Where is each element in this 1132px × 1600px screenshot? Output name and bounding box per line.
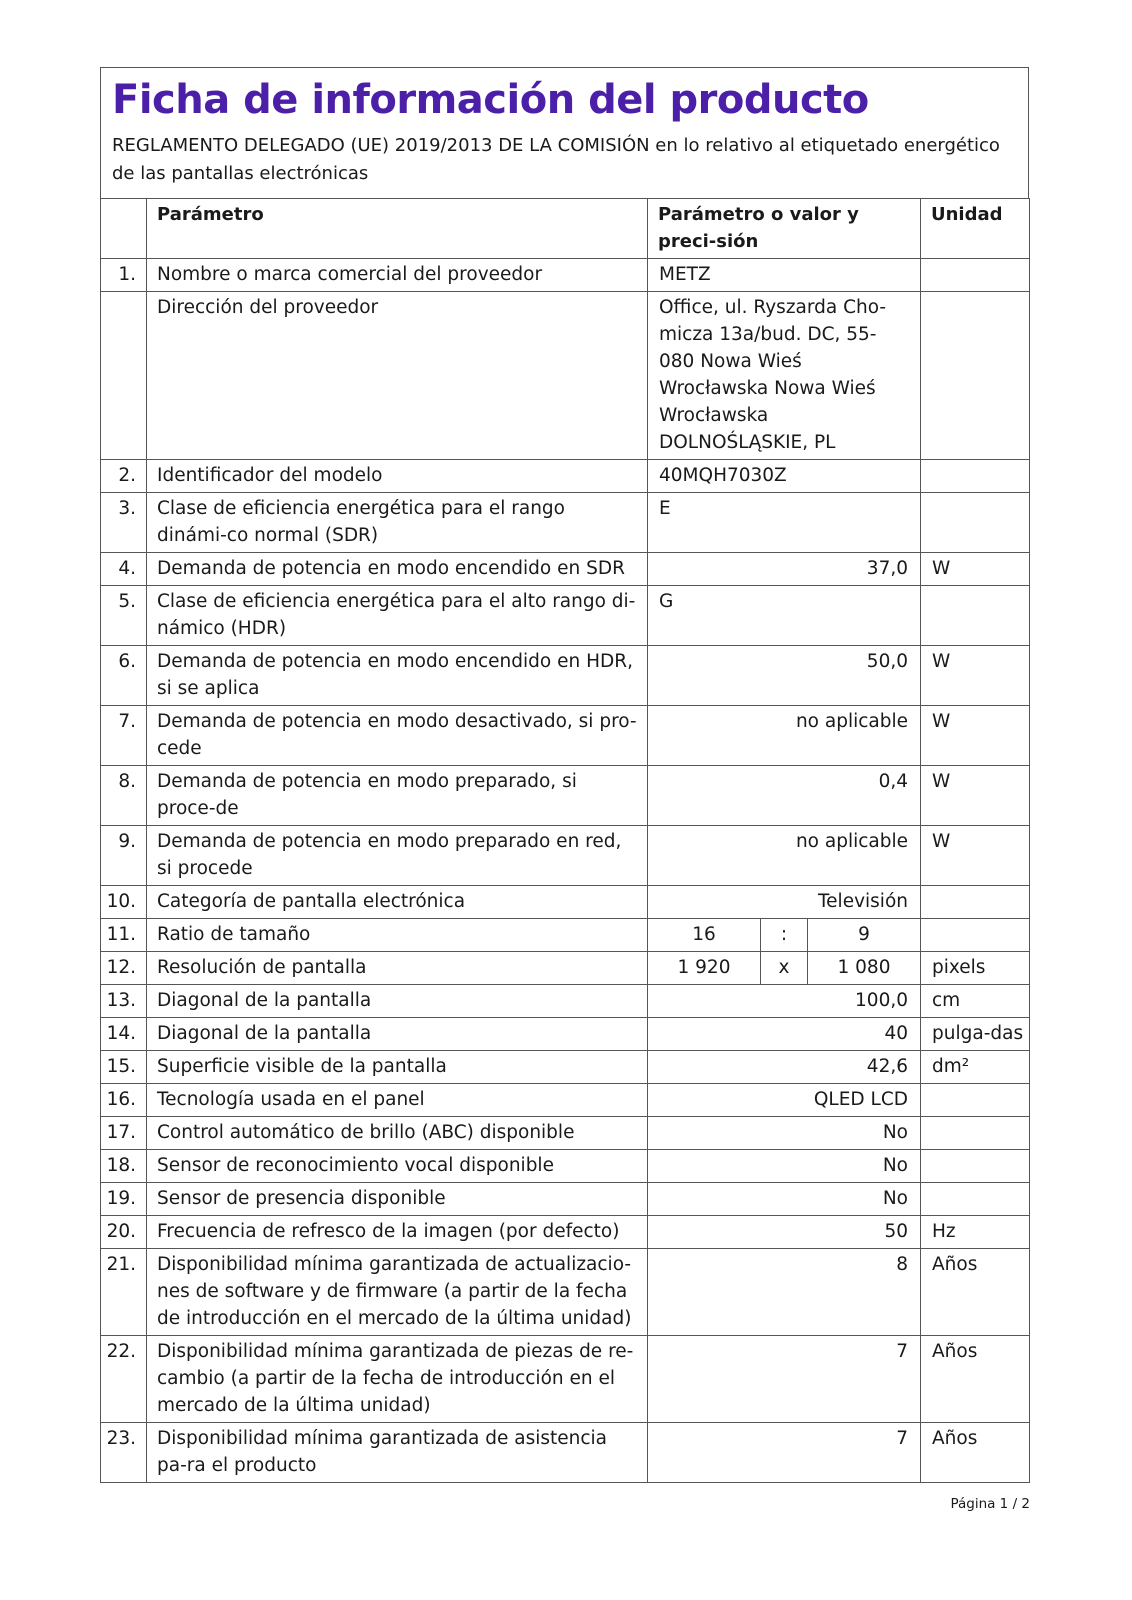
row-value: 50 <box>648 1216 921 1249</box>
row-parameter: Frecuencia de refresco de la imagen (por defecto) <box>147 1216 648 1249</box>
row-value-separator: : <box>761 919 808 952</box>
table-row <box>101 706 1030 766</box>
row-value: Televisión <box>648 886 921 919</box>
row-unit: Años <box>921 1423 1030 1483</box>
row-parameter: Disponibilidad mínima garantizada de actualizacio-nes de software y de firmware (a partir de la fecha de introducción en el mercado de la última unidad) <box>147 1249 648 1336</box>
row-parameter: Demanda de potencia en modo preparado, si proce-de <box>147 766 648 826</box>
row-parameter: Ratio de tamaño <box>147 919 648 952</box>
row-number <box>101 292 147 460</box>
header-value: Parámetro o valor y preci-sión <box>648 199 921 259</box>
header-parameter: Parámetro <box>147 199 648 259</box>
row-value: E <box>648 493 921 553</box>
table-row <box>101 886 1030 919</box>
table-row <box>101 493 1030 553</box>
row-unit: pixels <box>921 952 1030 985</box>
table-row <box>101 1336 1030 1423</box>
row-number: 1. <box>101 259 147 292</box>
table-body <box>101 259 1030 1483</box>
row-number: 11. <box>101 919 147 952</box>
row-parameter: Disponibilidad mínima garantizada de asistencia pa-ra el producto <box>147 1423 648 1483</box>
row-unit: W <box>921 706 1030 766</box>
sheet-header <box>100 67 1029 198</box>
row-number: 20. <box>101 1216 147 1249</box>
row-unit: Hz <box>921 1216 1030 1249</box>
row-number: 8. <box>101 766 147 826</box>
row-number: 6. <box>101 646 147 706</box>
row-number: 19. <box>101 1183 147 1216</box>
row-parameter: Superficie visible de la pantalla <box>147 1051 648 1084</box>
row-parameter: Demanda de potencia en modo desactivado, si pro-cede <box>147 706 648 766</box>
row-parameter: Tecnología usada en el panel <box>147 1084 648 1117</box>
table-row <box>101 952 1030 985</box>
row-parameter: Resolución de pantalla <box>147 952 648 985</box>
row-value: 8 <box>648 1249 921 1336</box>
table-row <box>101 826 1030 886</box>
row-unit <box>921 493 1030 553</box>
table-row <box>101 460 1030 493</box>
row-value: Office, ul. Ryszarda Cho-micza 13a/bud. DC, 55-080 Nowa Wieś Wrocławska Nowa Wieś Wrocławska DOLNOŚLĄSKIE, PL <box>648 292 921 460</box>
row-number: 9. <box>101 826 147 886</box>
row-parameter: Diagonal de la pantalla <box>147 985 648 1018</box>
row-value: no aplicable <box>648 826 921 886</box>
row-value: 37,0 <box>648 553 921 586</box>
row-number: 23. <box>101 1423 147 1483</box>
row-value: METZ <box>648 259 921 292</box>
table-row <box>101 919 1030 952</box>
row-number: 17. <box>101 1117 147 1150</box>
row-value: 7 <box>648 1336 921 1423</box>
row-unit <box>921 586 1030 646</box>
row-number: 16. <box>101 1084 147 1117</box>
table-row <box>101 1051 1030 1084</box>
row-value: QLED LCD <box>648 1084 921 1117</box>
header-number <box>101 199 147 259</box>
row-number: 5. <box>101 586 147 646</box>
row-unit <box>921 886 1030 919</box>
row-unit <box>921 1117 1030 1150</box>
row-number: 3. <box>101 493 147 553</box>
row-value: 100,0 <box>648 985 921 1018</box>
row-number: 12. <box>101 952 147 985</box>
row-parameter: Nombre o marca comercial del proveedor <box>147 259 648 292</box>
row-unit <box>921 292 1030 460</box>
row-parameter: Diagonal de la pantalla <box>147 1018 648 1051</box>
row-unit <box>921 259 1030 292</box>
row-parameter: Sensor de presencia disponible <box>147 1183 648 1216</box>
row-value-b: 9 <box>808 919 921 952</box>
row-unit: Años <box>921 1249 1030 1336</box>
row-unit: cm <box>921 985 1030 1018</box>
row-unit: W <box>921 766 1030 826</box>
table-row <box>101 1150 1030 1183</box>
row-parameter: Demanda de potencia en modo preparado en red, si procede <box>147 826 648 886</box>
table-row <box>101 1084 1030 1117</box>
row-parameter: Sensor de reconocimiento vocal disponible <box>147 1150 648 1183</box>
row-number: 15. <box>101 1051 147 1084</box>
row-unit <box>921 919 1030 952</box>
row-number: 22. <box>101 1336 147 1423</box>
row-number: 14. <box>101 1018 147 1051</box>
table-row <box>101 985 1030 1018</box>
table-row <box>101 646 1030 706</box>
row-unit <box>921 460 1030 493</box>
row-parameter: Demanda de potencia en modo encendido en HDR, si se aplica <box>147 646 648 706</box>
table-row <box>101 1018 1030 1051</box>
table-header-row <box>101 199 1030 259</box>
row-parameter: Disponibilidad mínima garantizada de piezas de re-cambio (a partir de la fecha de introducción en el mercado de la última unidad) <box>147 1336 648 1423</box>
row-value-b: 1 080 <box>808 952 921 985</box>
row-parameter: Clase de eficiencia energética para el alto rango di-námico (HDR) <box>147 586 648 646</box>
table-row <box>101 1117 1030 1150</box>
row-number: 2. <box>101 460 147 493</box>
row-number: 21. <box>101 1249 147 1336</box>
row-value: G <box>648 586 921 646</box>
row-value: 50,0 <box>648 646 921 706</box>
row-value-separator: x <box>761 952 808 985</box>
row-value: 40MQH7030Z <box>648 460 921 493</box>
row-parameter: Control automático de brillo (ABC) disponible <box>147 1117 648 1150</box>
product-info-table <box>100 198 1030 1483</box>
row-value: 0,4 <box>648 766 921 826</box>
row-parameter: Categoría de pantalla electrónica <box>147 886 648 919</box>
row-parameter: Dirección del proveedor <box>147 292 648 460</box>
row-value: No <box>648 1183 921 1216</box>
row-parameter: Identificador del modelo <box>147 460 648 493</box>
row-unit: dm² <box>921 1051 1030 1084</box>
row-value: No <box>648 1117 921 1150</box>
row-value-a: 1 920 <box>648 952 761 985</box>
header-unit: Unidad <box>921 199 1030 259</box>
row-unit: W <box>921 553 1030 586</box>
page-number: Página 1 / 2 <box>950 1496 1030 1512</box>
table-row <box>101 766 1030 826</box>
table-row <box>101 553 1030 586</box>
table-row <box>101 1183 1030 1216</box>
row-unit: pulga-das <box>921 1018 1030 1051</box>
row-value: no aplicable <box>648 706 921 766</box>
row-value: 40 <box>648 1018 921 1051</box>
page-title: Ficha de información del producto <box>112 77 869 123</box>
row-value-a: 16 <box>648 919 761 952</box>
row-unit: W <box>921 826 1030 886</box>
regulation-subtitle: REGLAMENTO DELEGADO (UE) 2019/2013 DE LA COMISIÓN en lo relativo al etiquetado energético de las pantallas electrónicas <box>112 135 1000 184</box>
row-value: No <box>648 1150 921 1183</box>
product-info-sheet <box>100 67 1029 1483</box>
table-row <box>101 1216 1030 1249</box>
row-number: 10. <box>101 886 147 919</box>
row-unit <box>921 1150 1030 1183</box>
row-number: 13. <box>101 985 147 1018</box>
table-row <box>101 259 1030 292</box>
row-unit <box>921 1183 1030 1216</box>
row-number: 18. <box>101 1150 147 1183</box>
row-number: 7. <box>101 706 147 766</box>
row-value: 7 <box>648 1423 921 1483</box>
row-parameter: Demanda de potencia en modo encendido en SDR <box>147 553 648 586</box>
row-value: 42,6 <box>648 1051 921 1084</box>
table-row <box>101 586 1030 646</box>
row-number: 4. <box>101 553 147 586</box>
row-unit: Años <box>921 1336 1030 1423</box>
row-parameter: Clase de eficiencia energética para el rango dinámi-co normal (SDR) <box>147 493 648 553</box>
table-row <box>101 1249 1030 1336</box>
row-unit <box>921 1084 1030 1117</box>
row-unit: W <box>921 646 1030 706</box>
table-row <box>101 1423 1030 1483</box>
table-row <box>101 292 1030 460</box>
